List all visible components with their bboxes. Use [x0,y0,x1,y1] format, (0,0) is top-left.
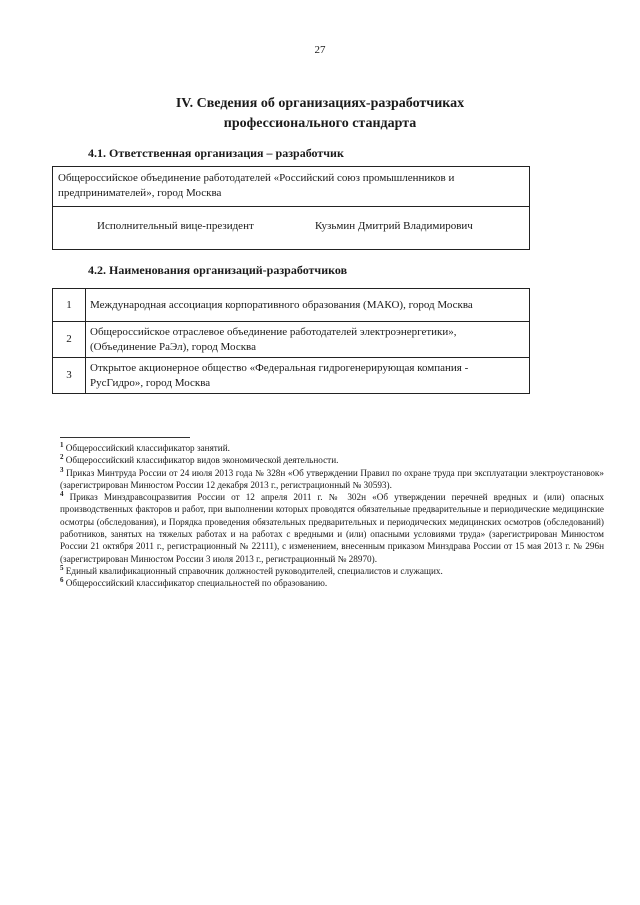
footnotes [60,442,604,590]
row-number: 3 [53,358,86,394]
page-number: 27 [314,44,326,56]
footnote-text: Общероссийский классификатор специальностей по образованию. [63,578,328,589]
footnote-separator [60,437,190,438]
table-row [53,289,530,322]
org-name-line-2: РусГидро», город Москва [90,376,211,389]
footnote-1 [60,442,604,454]
footnote-text: Общероссийский классификатор видов экономической деятельности. [63,455,339,466]
org-name-cell [86,322,530,358]
footnote-text: Приказ Минтруда России от 24 июля 2013 года № 328н «Об утверждении Правил по охране труда при эксплуатации электроустановок» (зарегистрирован Минюстом России 12 декабря 2013 г., регистрационный № 30593). [60,467,604,490]
responsible-org-name [53,167,529,207]
responsible-org-heading: 4.1. Ответственная организация – разработчик [88,146,344,160]
footnote-5 [60,565,604,577]
org-name-line-1: Открытое акционерное общество «Федеральная гидрогенерирующая компания - [90,361,469,374]
responsible-org-line-2: предпринимателей», город Москва [58,187,222,199]
section-title [0,94,640,134]
footnote-4 [60,491,604,565]
footnote-mark: 3 [60,465,64,474]
footnote-3 [60,467,604,492]
org-name-line-1: Общероссийское отраслевое объединение работодателей электроэнергетики», [90,325,457,338]
table-row [53,322,530,358]
footnote-mark: 6 [60,576,64,585]
signatory-position: Исполнительный вице-президент [97,220,254,232]
footnote-mark: 2 [60,453,64,462]
developers-table [52,288,530,394]
footnote-text: Приказ Минздравсоцразвития России от 12 апреля 2011 г. № 302н «Об утверждении перечней вредных и (или) опасных производственных факторов и работ, при выполнении которых проводятся обязательные предварительные и периодические медицинские осмотры (обследования), и Порядка проведения обязательных предварительных и периодических медицинских осмотров (обследований) работников, занятых на тяжелых работах и на работах с вредными и (или) опасными условиями труда» (зарегистрирован Минюстом России 21 октября 2011 г., регистрационный № 22111), с изменением, внесенным приказом Минздрава России от 15 мая 2013 г. № 296н (зарегистрирован Минюстом России 3 июля 2013 г., регистрационный № 28970). [60,492,604,564]
table-row [53,358,530,394]
footnote-mark: 4 [60,490,64,499]
footnote-text: Общероссийский классификатор занятий. [63,443,230,453]
row-number: 2 [53,322,86,358]
footnote-2 [60,454,604,466]
footnote-6 [60,577,604,589]
signatory-name: Кузьмин Дмитрий Владимирович [315,220,473,232]
org-name-cell [86,289,530,322]
org-name-line-1: Международная ассоциация корпоративного образования (МАКО), город Москва [90,298,473,311]
org-name-line-2: (Объединение РаЭл), город Москва [90,340,256,353]
developers-heading: 4.2. Наименования организаций-разработчиков [88,263,348,277]
row-number: 1 [53,289,86,322]
section-title-line-2: профессионального стандарта [223,116,417,131]
responsible-signatory [53,207,529,249]
footnote-mark: 1 [60,440,64,449]
responsible-org-line-1: Общероссийское объединение работодателей «Российский союз промышленников и [58,172,455,184]
footnote-text: Единый квалификационный справочник должностей руководителей, специалистов и служащих. [63,565,443,576]
responsible-org-box [52,166,530,250]
org-name-cell [86,358,530,394]
section-title-line-1: IV. Сведения об организациях-разработчиках [175,96,465,111]
footnote-mark: 5 [60,563,64,572]
